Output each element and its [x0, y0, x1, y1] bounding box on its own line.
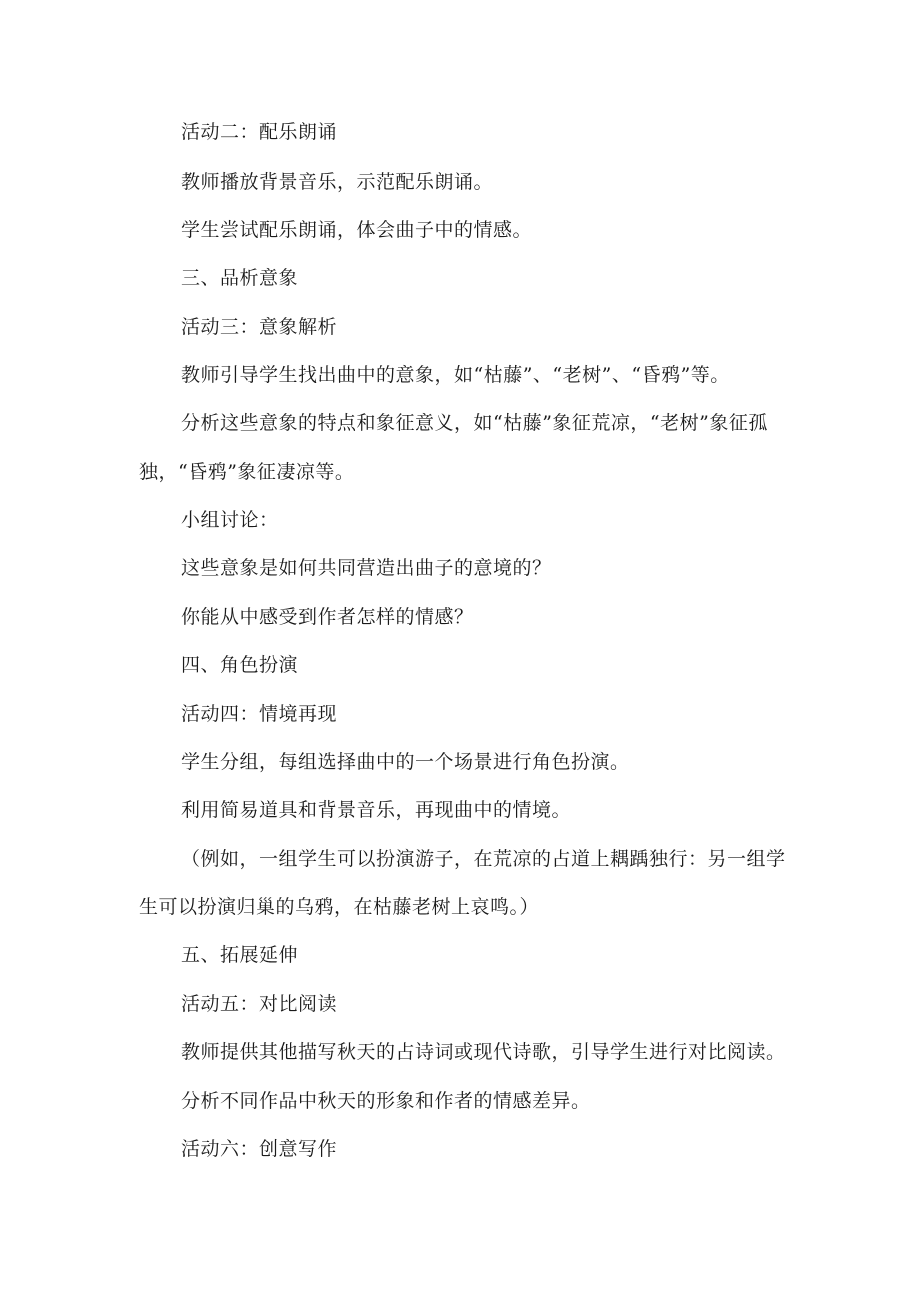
paragraph: 小组讨论： — [181, 509, 279, 531]
section-heading: 四、角色扮演 — [181, 654, 299, 676]
paragraph: 分析这些意象的特点和象征意义，如“枯藤”象征荒凉，“老树”象征孤 — [181, 412, 768, 434]
activity-heading: 活动三：意象解析 — [181, 316, 338, 338]
activity-heading: 活动二：配乐朗诵 — [181, 121, 338, 143]
activity-heading: 活动四：情境再现 — [181, 703, 338, 725]
activity-heading: 活动六：创意写作 — [181, 1138, 338, 1160]
activity-heading: 活动五：对比阅读 — [181, 993, 338, 1015]
paragraph: 教师提供其他描写秋天的占诗词或现代诗歌，引导学生进行对比阅读。 — [181, 1041, 786, 1063]
paragraph: 学生分组，每组选择曲中的一个场景进行角色扮演。 — [181, 751, 630, 773]
section-heading: 三、品析意象 — [181, 267, 299, 289]
paragraph: 分析不同作品中秋天的形象和作者的情感差异。 — [181, 1090, 591, 1112]
paragraph: 利用简易道具和背景音乐，再现曲中的情境。 — [181, 799, 572, 821]
section-heading: 五、拓展延伸 — [181, 944, 299, 966]
paragraph: 教师播放背景音乐，示范配乐朗诵。 — [181, 171, 494, 193]
paragraph: 这些意象是如何共同营造出曲子的意境的？ — [181, 557, 552, 579]
paragraph: 你能从中感受到作者怎样的情感？ — [181, 606, 474, 628]
paragraph: 教师引导学生找出曲中的意象，如“枯藤”、“老树”、“昏鸦”等。 — [181, 364, 730, 386]
paragraph: 学生尝试配乐朗诵，体会曲子中的情感。 — [181, 219, 533, 241]
paragraph: （例如，一组学生可以扮演游子，在荒凉的占道上耦踽独行：另一组学 — [181, 848, 786, 870]
paragraph-continuation: 生可以扮演归巢的乌鸦，在枯藤老树上哀鸣。） — [139, 896, 540, 918]
paragraph-continuation: 独，“昏鸦”象征凄凉等。 — [139, 461, 355, 483]
